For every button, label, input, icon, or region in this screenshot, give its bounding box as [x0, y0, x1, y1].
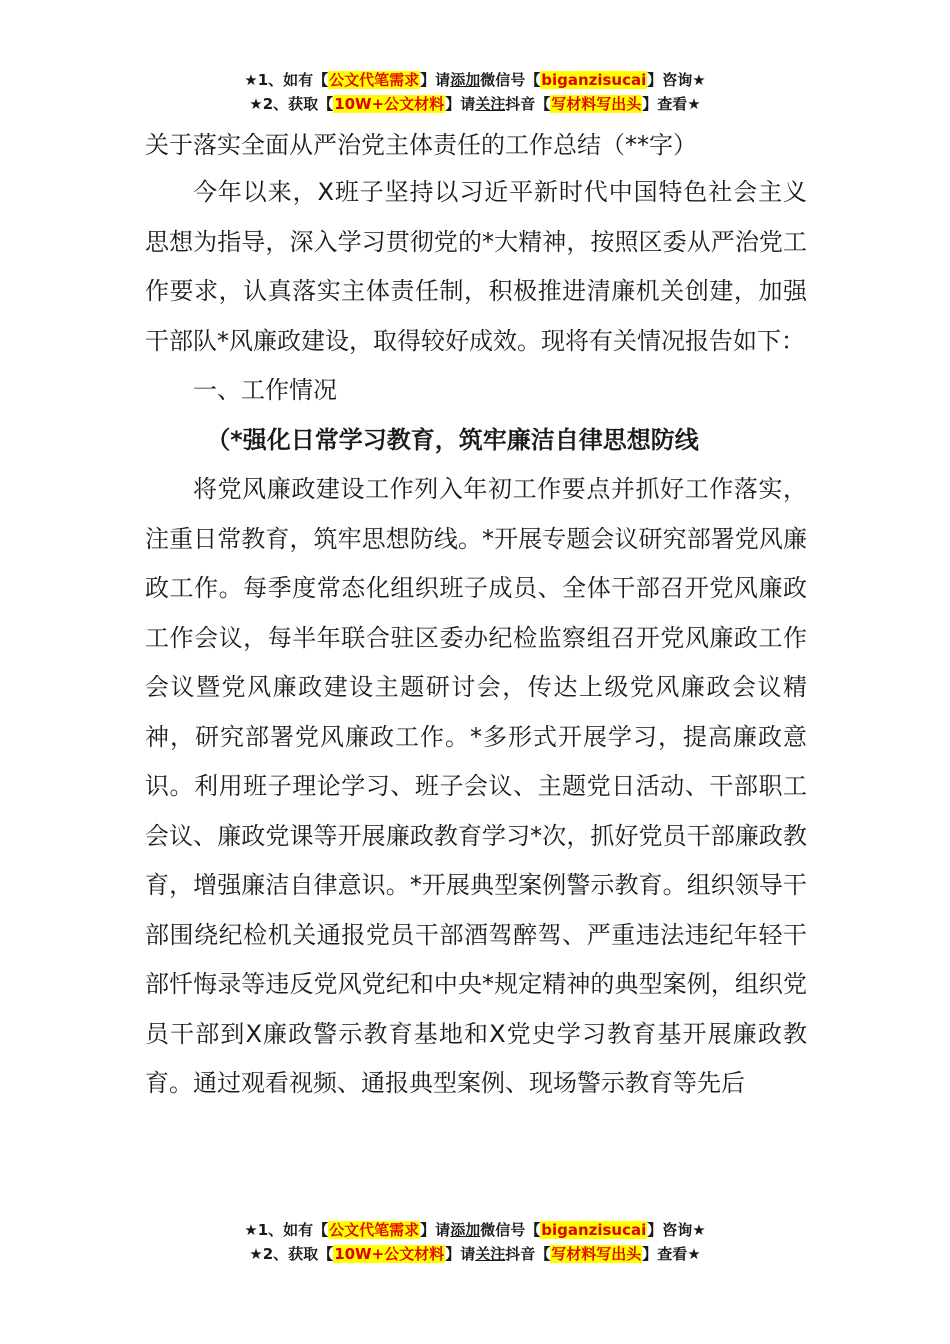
banner-highlight: 10W+公文材料 — [334, 95, 445, 113]
banner-underlined: 关注 — [475, 95, 506, 113]
intro-paragraph: 今年以来，X班子坚持以习近平新时代中国特色社会主义思想为指导，深入学习贯彻党的*大精神，按照区委从严治党工作要求，认真落实主体责任制，积极推进清廉机关创建，加强干部队*风廉政建设，取得较好成效。现将有关情况报告如下： — [145, 178, 807, 355]
banner-text: ★1、如有【 — [244, 1221, 329, 1239]
banner-text: 微信号【 — [480, 71, 541, 89]
banner-line-1 — [0, 1218, 950, 1242]
banner-underlined: 添加 — [450, 1221, 481, 1239]
banner-highlight: 公文代笔需求 — [329, 1221, 420, 1239]
banner-text: ★1、如有【 — [244, 71, 329, 89]
banner-text: 】请 — [445, 95, 476, 113]
banner-line-1 — [0, 68, 950, 92]
banner-underlined: 关注 — [475, 1245, 506, 1263]
document-title: 关于落实全面从严治党主体责任的工作总结（**字） — [145, 131, 697, 159]
banner-text: 】查看★ — [642, 95, 701, 113]
section-heading: 一、工作情况 — [193, 376, 337, 404]
banner-line-2 — [0, 1242, 950, 1266]
banner-wechat-id: biganzisucai — [541, 71, 647, 89]
banner-text: 】查看★ — [642, 1245, 701, 1263]
banner-text: ★2、获取【 — [249, 95, 334, 113]
banner-douyin-id: 写材料写出头 — [551, 95, 642, 113]
banner-text: 】请 — [420, 71, 451, 89]
banner-text: 微信号【 — [480, 1221, 541, 1239]
banner-highlight: 公文代笔需求 — [329, 71, 420, 89]
document-body — [145, 122, 807, 1109]
subsection-heading: （*强化日常学习教育，筑牢廉洁自律思想防线 — [206, 425, 699, 454]
top-banner — [0, 68, 950, 116]
bottom-banner — [0, 1218, 950, 1266]
body-paragraph: 将党风廉政建设工作列入年初工作要点并抓好工作落实，注重日常教育，筑牢思想防线。*开展专题会议研究部署党风廉政工作。每季度常态化组织班子成员、全体干部召开党风廉政工作会议，每半年联合驻区委办纪检监察组召开党风廉政工作会议暨党风廉政建设主题研讨会，传达上级党风廉政会议精神，研究部署党风廉政工作。*多形式开展学习，提高廉政意识。利用班子理论学习、班子会议、主题党日活动、干部职工会议、廉政党课等开展廉政教育学习*次，抓好党员干部廉政教育，增强廉洁自律意识。*开展典型案例警示教育。组织领导干部围绕纪检机关通报党员干部酒驾醉驾、严重违法违纪年轻干部忏悔录等违反党风党纪和中央*规定精神的典型案例，组织党员干部到X廉政警示教育基地和X党史学习教育基开展廉政教育。通过观看视频、通报典型案例、现场警示教育等先后 — [145, 475, 807, 1097]
banner-underlined: 添加 — [450, 71, 481, 89]
banner-wechat-id: biganzisucai — [541, 1221, 647, 1239]
banner-text: 】请 — [420, 1221, 451, 1239]
banner-highlight: 10W+公文材料 — [334, 1245, 445, 1263]
banner-text: 】咨询★ — [647, 71, 706, 89]
banner-line-2 — [0, 92, 950, 116]
banner-text: 】咨询★ — [647, 1221, 706, 1239]
banner-douyin-id: 写材料写出头 — [551, 1245, 642, 1263]
banner-text: 抖音【 — [505, 1245, 551, 1263]
banner-text: 】请 — [445, 1245, 476, 1263]
banner-text: ★2、获取【 — [249, 1245, 334, 1263]
banner-text: 抖音【 — [505, 95, 551, 113]
